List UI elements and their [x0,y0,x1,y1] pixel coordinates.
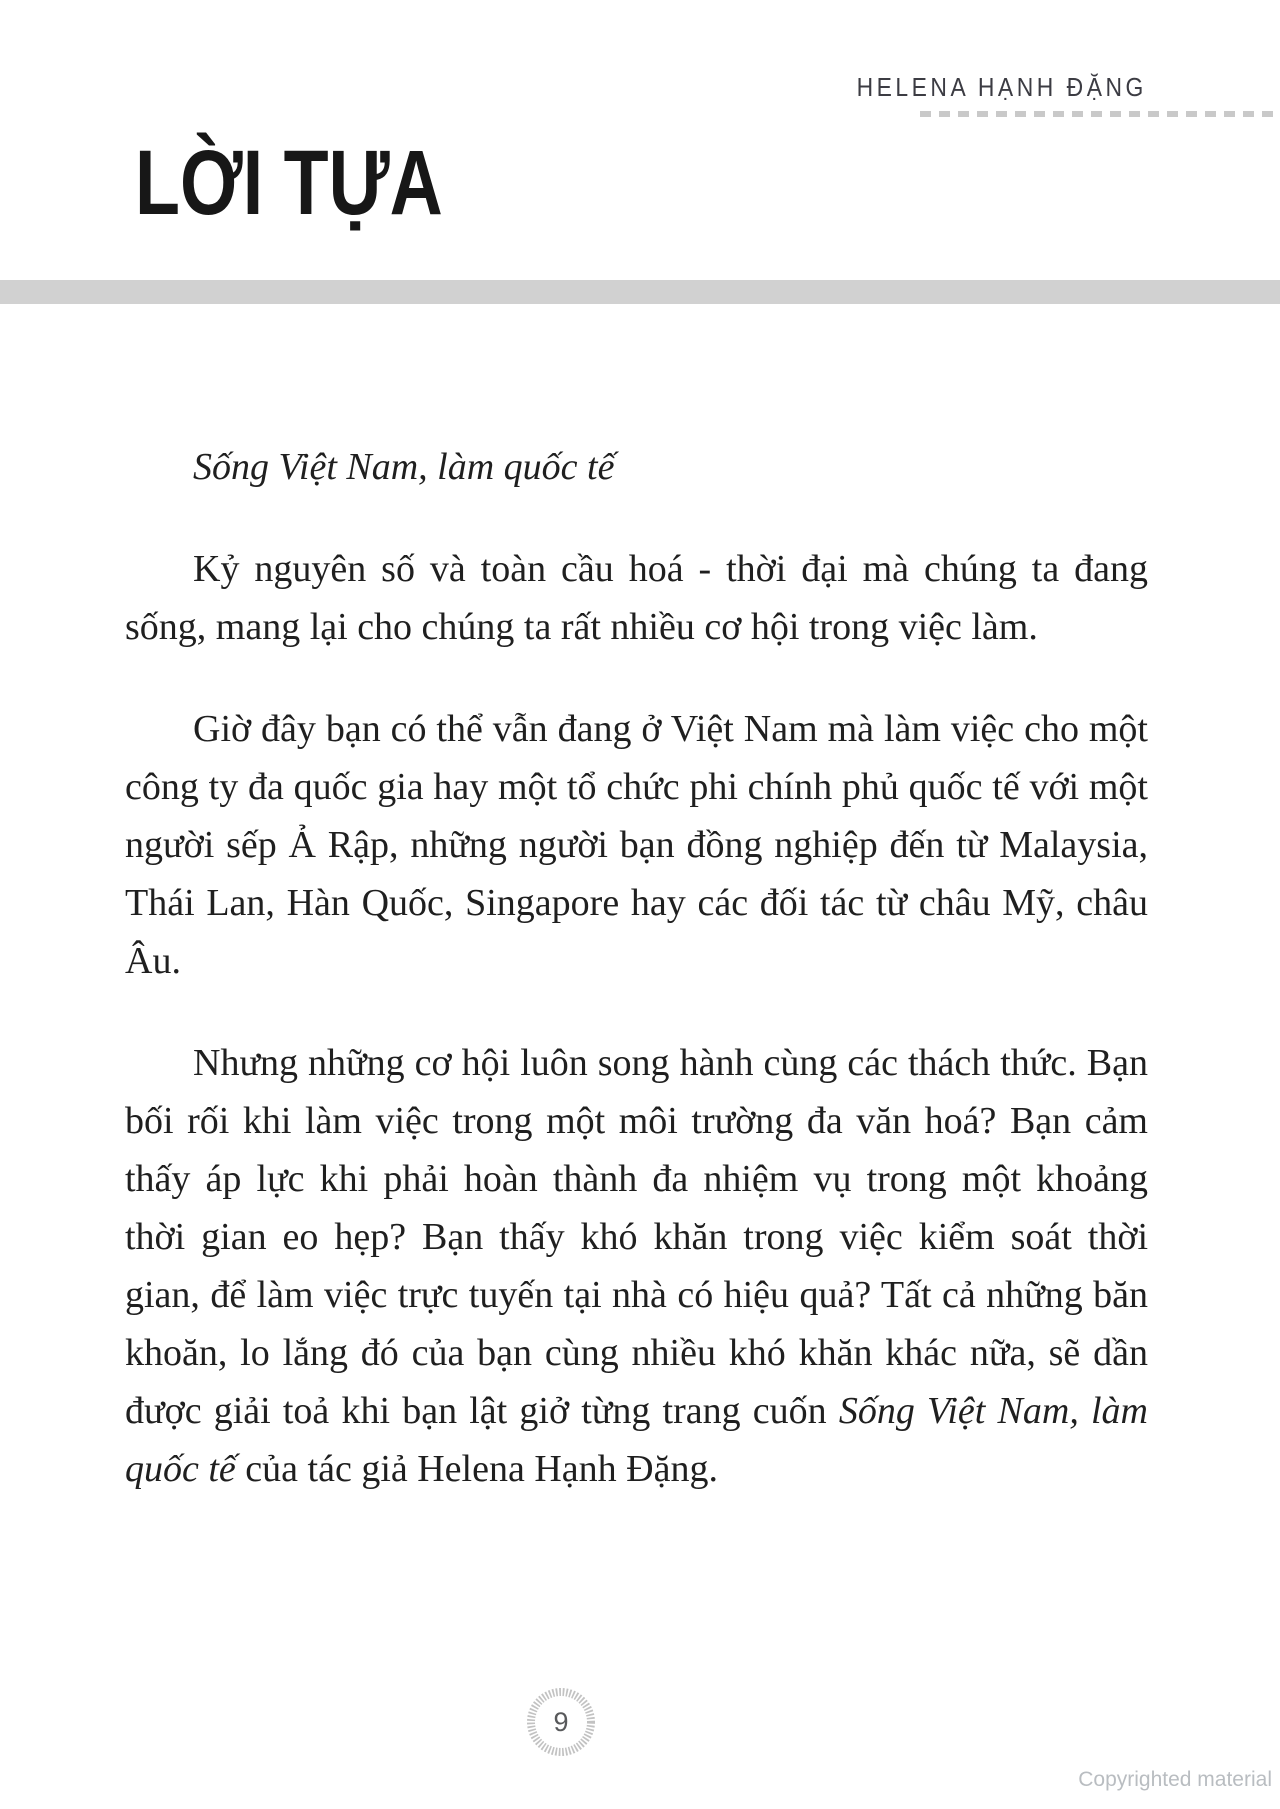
paragraph-3 [125,1034,1148,1498]
header-author-name [817,72,1147,103]
page-number: 9 [553,1707,569,1737]
paragraph-2: Giờ đây bạn có thể vẫn đang ở Việt Nam mà làm việc cho một công ty đa quốc gia hay một tổ chức phi chính phủ quốc tế với một người sếp Ả Rập, những người bạn đồng nghiệp đến từ Malaysia, Thái Lan, Hàn Quốc, Singapore hay các đối tác từ châu Mỹ, châu Âu. [125,708,1148,982]
section-divider-bar [0,280,1280,304]
author-name-text: HELENA HẠNH ĐẶNG [856,72,1147,102]
paragraph-3-text-after: của tác giả Helena Hạnh Đặng. [235,1448,718,1490]
page-title [135,128,520,238]
body-text-block [125,438,1148,1542]
page-number-ornament [525,1686,597,1758]
page-title-text: LỜI TỰA [135,132,443,234]
intro-italic-line: Sống Việt Nam, làm quốc tế [193,446,615,488]
tick-circle-icon [525,1686,597,1758]
paragraph-1: Kỷ nguyên số và toàn cầu hoá - thời đại mà chúng ta đang sống, mang lại cho chúng ta rất nhiều cơ hội trong việc làm. [125,548,1148,648]
copyright-watermark: Copyrighted material [1078,1768,1272,1791]
header-dashed-rule [920,111,1280,117]
paragraph-3-book-title: Sống Việt Nam, làm quốc tế [125,1390,1148,1490]
paragraph-3-text-before: Nhưng những cơ hội luôn song hành cùng các thách thức. Bạn bối rối khi làm việc trong một môi trường đa văn hoá? Bạn cảm thấy áp lực khi phải hoàn thành đa nhiệm vụ trong một khoảng thời gian eo hẹp? Bạn thấy khó khăn trong việc kiểm soát thời gian, để làm việc trực tuyến tại nhà có hiệu quả? Tất cả những băn khoăn, lo lắng đó của bạn cùng nhiều khó khăn khác nữa, sẽ dần được giải toả khi bạn lật giở từng trang cuốn [125,1042,1148,1432]
